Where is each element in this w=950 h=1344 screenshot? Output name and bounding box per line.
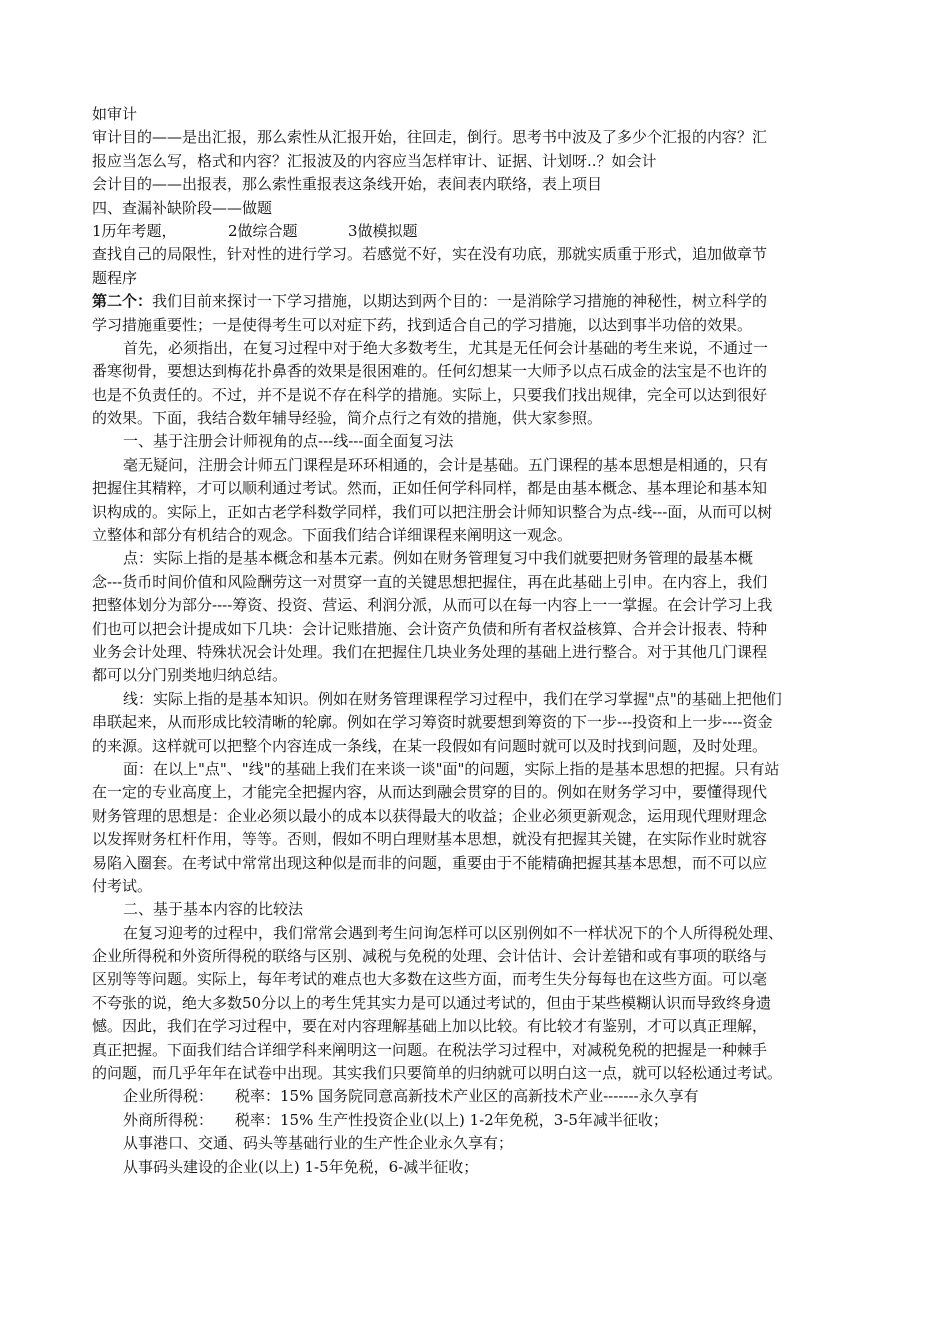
text-line: 报应当怎么写，格式和内容？汇报波及的内容应当怎样审计、证据、计划呀..？如会计 [92, 151, 657, 170]
section-heading: 二、基于基本内容的比较法 [123, 900, 304, 919]
text-line: 企业所得税和外资所得税的联络与区别、减税与免税的处理、会计估计、会计差错和或有事项的联络与 [92, 947, 768, 966]
text-line: 串联起来，从而形成比较清晰的轮廓。例如在学习筹资时就要想到筹资的下一步---投资和上一步----资金 [92, 713, 773, 732]
section-heading: 一、基于注册会计师视角的点---线---面全面复习法 [123, 432, 454, 451]
text-line: 在一定的专业高度上，才能完全把握内容，从而达到融会贯穿的目的。例如在财务学习中，要懂得现代 [92, 783, 768, 802]
step-3: 3做模拟题 [348, 221, 418, 240]
text-line: 的来源。这样就可以把整个内容连成一条线，在某一段假如有问题时就可以及时找到问题，及时处理。 [92, 736, 768, 755]
step-2: 2做综合题 [228, 221, 298, 240]
text-line: 立整体和部分有机结合的观念。下面我们结合详细课程来阐明这一观念。 [92, 526, 573, 545]
paragraph-start: 首先，必须指出，在复习过程中对于绝大多数考生，尤其是无任何会计基础的考生来说，不通过一 [123, 338, 769, 357]
paragraph-start: 线：实际上指的是基本知识。例如在财务管理课程学习过程中，我们在学习掌握"点"的基础上把他们 [123, 689, 782, 708]
tax-row [92, 1109, 862, 1132]
text-line: 念---货币时间价值和风险酬劳这一对贯穿一直的关键思想把握住，再在此基础上引申。在内容上，我们 [92, 572, 768, 591]
tax-label: 企业所得税： [123, 1087, 214, 1106]
text-line: 查找自己的局限性，针对性的进行学习。若感觉不好，实在没有功底，那就实质重于形式，追加做章节 [92, 245, 768, 264]
paragraph-start: 面：在以上"点"、"线"的基础上我们在来谈一谈"面"的问题，实际上指的是基本思想的把握。只有站 [123, 759, 780, 778]
text-line: 业务会计处理、特殊状况会计处理。我们在把握住几块业务处理的基础上进行整合。对于其他几门课程 [92, 642, 768, 661]
text-line: 把整体划分为部分----筹资、投资、营运、利润分派，从而可以在每一内容上一一掌握。在会计学习上我 [92, 596, 773, 615]
text-line: 区别等等问题。实际上，每年考试的难点也大多数在这些方面，而考生失分每每也在这些方面。可以毫 [92, 970, 768, 989]
study-steps [92, 220, 862, 243]
text-line: 财务管理的思想是：企业必须以最小的成本以获得最大的收益；企业必须更新观念，运用现代理财理念 [92, 806, 768, 825]
text-line: 的效果。下面，我结合数年辅导经验，简介点行之有效的措施，供大家参照。 [92, 409, 603, 428]
text-line: 付考试。 [92, 876, 153, 895]
text-line: 也是不负责任的。不过，并不是说不存在科学的措施。实际上，只要我们找出规律，完全可以达到很好 [92, 385, 768, 404]
paragraph-start: 在复习迎考的过程中，我们常常会遇到考生问询怎样可以区别例如不一样状况下的个人所得税处理、 [123, 923, 784, 942]
paragraph-start: 从事码头建设的企业(以上) 1-5年免税，6-减半征收； [123, 1157, 479, 1176]
text-line: 们也可以把会计提成如下几块：会计记账措施、会计资产负债和所有者权益核算、合并会计报表、特种 [92, 619, 768, 638]
text-line: 识构成的。实际上，正如古老学科数学同样，我们可以把注册会计师知识整合为点-线---面，从而可以树 [92, 502, 773, 521]
step-1: 1历年考题， [92, 221, 177, 240]
text-line: 把握住其精粹，才可以顺利通过考试。然而，正如任何学科同样，都是由基本概念、基本理论和基本知 [92, 479, 768, 498]
tax-text: 税率：15% 生产性投资企业(以上) 1-2年免税，3-5年减半征收； [235, 1110, 668, 1129]
text-line: 憾。因此，我们在学习过程中，要在对内容理解基础上加以比较。有比较才有鉴别，才可以真正理解， [92, 1017, 768, 1036]
second-text: 我们目前来探讨一下学习措施，以期达到两个目的：一是消除学习措施的神秘性，树立科学的 [152, 292, 768, 311]
text-line: 如审计 [92, 105, 138, 123]
text-line: 题程序 [92, 268, 138, 287]
text-line: 学习措施重要性；一是使得考生可以对症下药，找到适合自己的学习措施，以达到事半功倍的效果。 [92, 315, 753, 334]
second-label: 第二个： [92, 292, 153, 311]
paragraph-start: 毫无疑问，注册会计师五门课程是环环相通的，会计是基础。五门课程的基本思想是相通的，只有 [123, 455, 769, 474]
section-heading: 四、查漏补缺阶段——做题 [92, 198, 273, 217]
tax-row [92, 1085, 862, 1108]
text-line: 以发挥财务杠杆作用，等等。否则，假如不明白理财基本思想，就没有把握其关键，在实际作业时就容 [92, 830, 768, 849]
tax-text: 税率：15% 国务院同意高新技术产业区的高新技术产业-------永久享有 [235, 1087, 699, 1106]
text-line: 易陷入圈套。在考试中常常出现这种似是而非的问题，重要由于不能精确把握其基本思想，而不可以应 [92, 853, 768, 872]
document-page [92, 103, 862, 1179]
second-paragraph-start [92, 290, 862, 313]
text-line: 番寒彻骨，要想达到梅花扑鼻香的效果是很困难的。任何幻想某一大师予以点石成金的法宝是不也许的 [92, 362, 768, 381]
paragraph-start: 点：实际上指的是基本概念和基本元素。例如在财务管理复习中我们就要把财务管理的最基本概 [123, 549, 754, 568]
text-line: 都可以分门别类地归纳总结。 [92, 666, 288, 685]
text-line: 不夸张的说，绝大多数50分以上的考生凭其实力是可以通过考试的，但由于某些模糊认识而导致终身遗 [92, 993, 772, 1012]
tax-label: 外商所得税： [123, 1110, 214, 1129]
text-line: 真正把握。下面我们结合详细学科来阐明这一问题。在税法学习过程中，对减税免税的把握是一种棘手 [92, 1040, 768, 1059]
text-line: 审计目的——是出汇报，那么索性从汇报开始，往回走，倒行。思考书中波及了多少个汇报的内容？汇 [92, 128, 768, 147]
text-line: 会计目的——出报表，那么索性重报表这条线开始，表间表内联络，表上项目 [92, 175, 603, 194]
text-line: 的问题，而几乎年年在试卷中出现。其实我们只要简单的归纳就可以明白这一点，就可以轻松通过考试。 [92, 1064, 783, 1083]
paragraph-start: 从事港口、交通、码头等基础行业的生产性企业永久享有； [123, 1134, 514, 1153]
